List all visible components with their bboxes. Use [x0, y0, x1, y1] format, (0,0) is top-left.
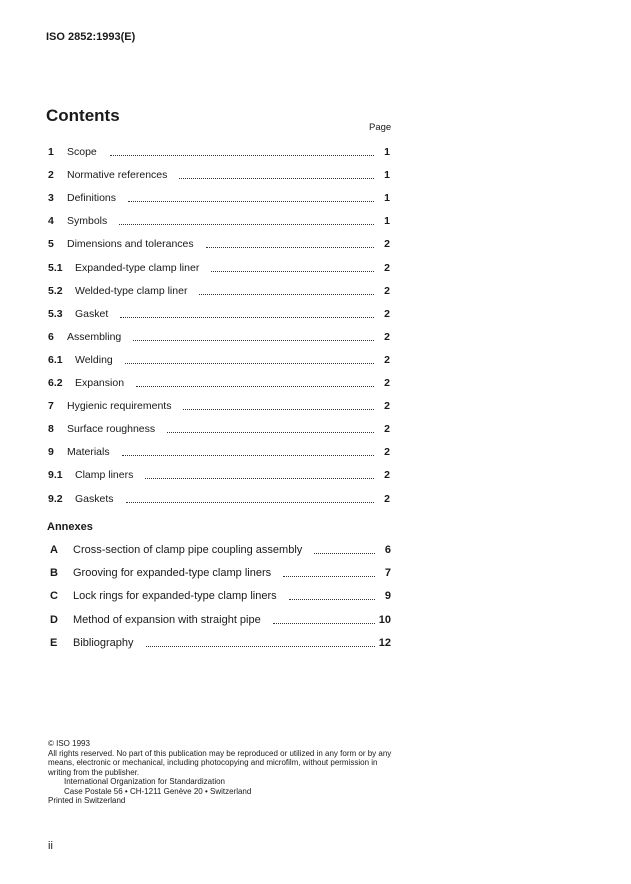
entry-page: 2	[384, 423, 390, 436]
entry-title: Surface roughness	[67, 423, 156, 436]
leader-dots	[199, 292, 374, 295]
toc-entry[interactable]	[0, 238, 631, 252]
entry-title: Bibliography	[73, 636, 134, 649]
leader-dots	[167, 430, 374, 433]
leader-dots	[128, 199, 374, 202]
entry-number: 4	[48, 215, 54, 228]
toc-entry[interactable]	[0, 493, 631, 507]
document-id: ISO 2852:1993(E)	[46, 31, 136, 43]
entry-number: 9	[48, 446, 54, 459]
entry-title: Definitions	[67, 192, 117, 205]
toc-entry[interactable]	[0, 192, 631, 206]
leader-dots	[125, 361, 374, 364]
entry-page: 2	[384, 446, 390, 459]
annex-entry[interactable]	[0, 590, 631, 604]
entry-title: Symbols	[67, 215, 108, 228]
entry-number: 3	[48, 192, 54, 205]
copyright-notice	[48, 739, 398, 806]
entry-title: Assembling	[67, 330, 122, 343]
leader-dots	[206, 245, 374, 248]
entry-number: 7	[48, 400, 54, 413]
entry-number: 5.1	[48, 261, 63, 274]
entry-title: Normative references	[67, 169, 168, 182]
leader-dots	[145, 476, 374, 479]
entry-number: 6.2	[48, 377, 63, 389]
leader-dots	[273, 621, 375, 624]
page-column-label: Page	[369, 122, 392, 133]
entry-page: 1	[384, 169, 390, 182]
copyright-line: © ISO 1993	[48, 739, 90, 748]
leader-dots	[120, 315, 374, 318]
entry-number: 9.2	[48, 492, 63, 505]
entry-number: B	[50, 567, 58, 580]
entry-title: Scope	[67, 146, 97, 158]
leader-dots	[110, 153, 374, 156]
contents-title: Contents	[46, 106, 120, 125]
entry-number: 5	[48, 238, 54, 251]
organization-name: International Organization for Standardization	[64, 777, 225, 786]
entry-number: 6.1	[48, 353, 63, 366]
entry-page: 12	[378, 636, 391, 649]
annex-entry[interactable]	[0, 614, 631, 628]
entry-title: Materials	[67, 446, 110, 459]
entry-number: 1	[48, 146, 54, 158]
toc-entry[interactable]	[0, 377, 631, 391]
printed-in: Printed in Switzerland	[48, 796, 126, 805]
entry-page: 7	[384, 567, 391, 580]
toc-entry[interactable]	[0, 400, 631, 414]
leader-dots	[119, 222, 374, 225]
entry-page: 2	[384, 469, 390, 482]
toc-entry[interactable]	[0, 146, 631, 160]
leader-dots	[122, 453, 374, 456]
leader-dots	[136, 384, 374, 387]
entry-page: 1	[384, 192, 390, 205]
entry-number: A	[50, 544, 58, 556]
rights-statement: All rights reserved. No part of this publication may be reproduced or utilized in any form or by any means, electronic or mechanical, including photocopying and microfilm, without permission in writing from the publisher.	[48, 748, 392, 777]
entry-title: Welding	[75, 353, 113, 366]
entry-page: 2	[384, 492, 390, 505]
entry-number: 8	[48, 423, 54, 436]
annex-entry[interactable]	[0, 567, 631, 581]
annex-entry[interactable]	[0, 544, 631, 558]
leader-dots	[133, 338, 374, 341]
annex-entry[interactable]	[0, 637, 631, 651]
entry-title: Clamp liners	[75, 469, 134, 482]
toc-entry[interactable]	[0, 446, 631, 460]
entry-page: 2	[384, 238, 390, 251]
entry-title: Expansion	[75, 377, 125, 389]
entry-title: Dimensions and tolerances	[67, 238, 194, 251]
entry-page: 2	[384, 330, 390, 343]
page-folio: ii	[48, 840, 53, 852]
entry-page: 2	[384, 400, 390, 413]
toc-entry[interactable]	[0, 469, 631, 483]
entry-number: E	[50, 636, 58, 649]
entry-title: Gasket	[75, 307, 109, 320]
entry-page: 2	[384, 307, 390, 320]
leader-dots	[314, 551, 375, 554]
leader-dots	[283, 574, 375, 577]
toc-entry[interactable]	[0, 215, 631, 229]
entry-page: 2	[384, 284, 390, 297]
entry-title: Method of expansion with straight pipe	[73, 613, 261, 626]
entry-number: 2	[48, 169, 54, 182]
entry-number: 6	[48, 330, 54, 343]
entry-page: 2	[384, 261, 390, 274]
entry-page: 10	[378, 613, 391, 626]
entry-page: 2	[384, 353, 390, 366]
toc-entry[interactable]	[0, 354, 631, 368]
entry-number: 9.1	[48, 469, 63, 482]
annexes-heading: Annexes	[47, 521, 93, 533]
entry-page: 2	[384, 377, 390, 389]
leader-dots	[289, 597, 375, 600]
leader-dots	[126, 500, 374, 503]
leader-dots	[179, 176, 374, 179]
leader-dots	[146, 644, 375, 647]
toc-entry[interactable]	[0, 331, 631, 345]
entry-number: 5.2	[48, 284, 63, 297]
toc-entry[interactable]	[0, 308, 631, 322]
entry-title: Cross-section of clamp pipe coupling assembly	[73, 544, 303, 556]
entry-title: Gaskets	[75, 492, 114, 505]
entry-title: Hygienic requirements	[67, 400, 172, 413]
toc-entry[interactable]	[0, 262, 631, 276]
toc-entry[interactable]	[0, 169, 631, 183]
entry-page: 1	[384, 146, 390, 158]
organization-address: Case Postale 56 • CH-1211 Genève 20 • Switzerland	[64, 786, 252, 796]
entry-number: D	[50, 613, 58, 626]
entry-number: C	[50, 590, 58, 603]
toc-entry[interactable]	[0, 423, 631, 437]
entry-title: Lock rings for expanded-type clamp liners	[73, 590, 277, 603]
entry-page: 6	[384, 544, 391, 556]
toc-entry[interactable]	[0, 285, 631, 299]
entry-title: Expanded-type clamp liner	[75, 261, 200, 274]
entry-page: 9	[384, 590, 391, 603]
entry-page: 1	[384, 215, 390, 228]
leader-dots	[211, 269, 374, 272]
entry-number: 5.3	[48, 307, 63, 320]
entry-title: Grooving for expanded-type clamp liners	[73, 567, 272, 580]
entry-title: Welded-type clamp liner	[75, 284, 188, 297]
leader-dots	[183, 407, 374, 410]
